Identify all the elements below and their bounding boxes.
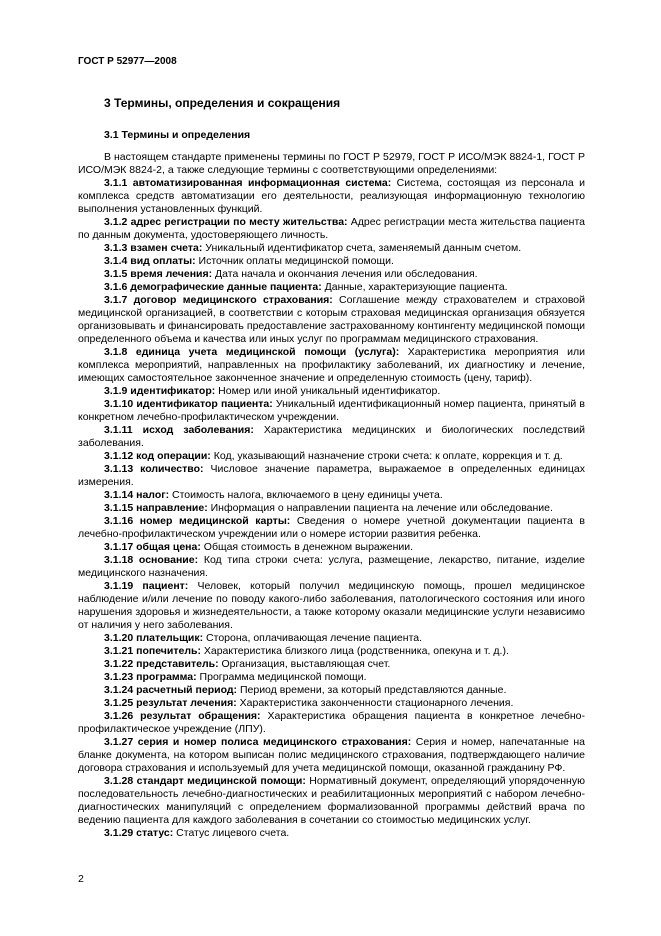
term-name: 3.1.27 серия и номер полиса медицинского страхования:	[104, 736, 412, 748]
term-item: 3.1.8 единица учета медицинской помощи (услуга): Характеристика мероприятия или комплекса мероприятий, направленных на профилактику заболеваний, их диагностику и лечение, имеющих самостоятельное законченное значение и определенную стоимость (цену, тариф).	[78, 346, 586, 384]
term-name: 3.1.8 единица учета медицинской помощи (услуга):	[104, 346, 400, 358]
document-header: ГОСТ Р 52977—2008	[78, 56, 177, 67]
term-item: 3.1.25 результат лечения: Характеристика законченности стационарного лечения.	[104, 697, 514, 709]
term-item: 3.1.16 номер медицинской карты: Сведения о номере учетной документации пациента в лечебно-профилактическом учреждении или о номере истории развития ребенка.	[78, 515, 585, 540]
term-item: 3.1.17 общая цена: Общая стоимость в денежном выражении.	[104, 541, 414, 553]
term-item: 3.1.2 адрес регистрации по месту жительства: Адрес регистрации места жительства пациента по данным документа, удостоверяющего личность.	[78, 216, 585, 241]
section-title: 3 Термины, определения и сокращения	[104, 96, 341, 110]
term-item: 3.1.14 налог: Стоимость налога, включаемого в цену единицы учета.	[104, 489, 443, 501]
term-name: 3.1.7 договор медицинского страхования:	[104, 294, 333, 306]
term-item: 3.1.22 представитель: Организация, выставляющая счет.	[104, 658, 391, 670]
term-item: 3.1.24 расчетный период: Период времени, за который представляются данные.	[104, 684, 507, 696]
term-name: 3.1.16 номер медицинской карты:	[104, 515, 291, 527]
term-name: 3.1.3 взамен счета:	[104, 242, 203, 254]
term-item: 3.1.7 договор медицинского страхования: Соглашение между страхователем и страховой медицинской организацией, в соответствии с которым страховая медицинская организация обязуется организовывать и финансировать предоставление застрахованному контингенту медицинской помощи определенного объема и качества или иных услуг по программам медицинского страхования.	[78, 294, 585, 345]
term-name: 3.1.10 идентификатор пациента:	[104, 398, 273, 410]
term-item: 3.1.21 попечитель: Характеристика близкого лица (родственника, опекуна и т. д.).	[104, 645, 509, 657]
term-item: 3.1.13 количество: Числовое значение параметра, выражаемое в определенных единицах измерения.	[78, 463, 586, 488]
term-item: 3.1.28 стандарт медицинской помощи: Нормативный документ, определяющий упорядоченную последовательность лечебно-диагностических и реабилитационных мероприятий с набором лечебно-диагностических манипуляций с определением формализованной программы действий врача по ведению пациента для каждого заболевания в сочетании со стоимостью медицинских услуг.	[78, 775, 585, 826]
term-item: 3.1.23 программа: Программа медицинской помощи.	[104, 671, 367, 683]
term-item: 3.1.20 плательщик: Сторона, оплачивающая лечение пациента.	[104, 632, 423, 644]
term-name: 3.1.12 код операции:	[104, 450, 211, 462]
term-item: 3.1.3 взамен счета: Уникальный идентификатор счета, заменяемый данным счетом.	[104, 242, 522, 254]
term-name: 3.1.13 количество:	[104, 463, 204, 475]
term-name: 3.1.5 время лечения:	[104, 268, 213, 280]
term-name: 3.1.2 адрес регистрации по месту жительства:	[104, 216, 348, 228]
term-name: 3.1.19 пациент:	[104, 580, 189, 592]
term-name: 3.1.4 вид оплаты:	[104, 255, 196, 267]
term-item: 3.1.1 автоматизированная информационная система: Система, состоящая из персонала и комплекса средств автоматизации его деятельности, реализующая информационную технологию выполнения установленных функций.	[78, 177, 585, 215]
term-item: 3.1.18 основание: Код типа строки счета: услуга, размещение, лекарство, питание, изделие медицинского назначения.	[78, 554, 585, 579]
term-item: 3.1.9 идентификатор: Номер или иной уникальный идентификатор.	[104, 385, 441, 397]
subsection-title: 3.1 Термины и определения	[104, 129, 251, 141]
term-item: 3.1.26 результат обращения: Характеристика обращения пациента в конкретное лечебно-профилактическое учреждение (ЛПУ).	[78, 710, 585, 735]
term-name: 3.1.21 попечитель:	[104, 645, 201, 657]
terms-list	[78, 177, 585, 840]
term-item: 3.1.27 серия и номер полиса медицинского страхования: Серия и номер, напечатанные на бланке документа, на котором выписан полис медицинского страхования, подтверждающего наличие договора страхования и используемый для учета медицинской помощи, оказанной гражданину РФ.	[78, 736, 585, 774]
term-name: 3.1.17 общая цена:	[104, 541, 201, 553]
intro-paragraph: В настоящем стандарте применены термины по ГОСТ Р 52979, ГОСТ Р ИСО/МЭК 8824-1, ГОСТ Р ИСО/МЭК 8824-2, а также следующие термины с соответствующими определениями:	[78, 151, 585, 176]
term-item: 3.1.12 код операции: Код, указывающий назначение строки счета: к оплате, коррекция и т. д.	[104, 450, 563, 462]
page-number: 2	[78, 873, 84, 885]
term-name: 3.1.9 идентификатор:	[104, 385, 216, 397]
term-name: 3.1.15 направление:	[104, 502, 208, 514]
term-item: 3.1.11 исход заболевания: Характеристика медицинских и биологических последствий заболевания.	[78, 424, 585, 449]
term-name: 3.1.6 демографические данные пациента:	[104, 281, 322, 293]
term-name: 3.1.22 представитель:	[104, 658, 219, 670]
term-name: 3.1.11 исход заболевания:	[104, 424, 254, 436]
term-name: 3.1.28 стандарт медицинской помощи:	[104, 775, 306, 787]
term-name: 3.1.25 результат лечения:	[104, 697, 237, 709]
term-item: 3.1.10 идентификатор пациента: Уникальный идентификационный номер пациента, принятый в конкретном лечебно-профилактическом учреждении.	[78, 398, 585, 423]
term-item: 3.1.6 демографические данные пациента: Данные, характеризующие пациента.	[104, 281, 508, 293]
term-item: 3.1.4 вид оплаты: Источник оплаты медицинской помощи.	[104, 255, 394, 267]
term-name: 3.1.18 основание:	[104, 554, 199, 566]
term-name: 3.1.1 автоматизированная информационная система:	[104, 177, 392, 189]
term-name: 3.1.29 статус:	[104, 827, 174, 839]
term-name: 3.1.23 программа:	[104, 671, 197, 683]
term-item: 3.1.19 пациент: Человек, который получил медицинскую помощь, прошел медицинское наблюдение и/или лечение по поводу какого-либо заболевания, патологического состояния или иного нарушения здоровья и жизнедеятельности, а также которому оказали медицинские услуги независимо от наличия у него заболевания.	[78, 580, 585, 631]
term-name: 3.1.26 результат обращения:	[104, 710, 261, 722]
term-name: 3.1.14 налог:	[104, 489, 170, 501]
term-item: 3.1.5 время лечения: Дата начала и окончания лечения или обследования.	[104, 268, 478, 280]
term-item: 3.1.15 направление: Информация о направлении пациента на лечение или обследование.	[104, 502, 553, 514]
term-name: 3.1.24 расчетный период:	[104, 684, 238, 696]
term-item: 3.1.29 статус: Статус лицевого счета.	[104, 827, 290, 839]
term-name: 3.1.20 плательщик:	[104, 632, 204, 644]
